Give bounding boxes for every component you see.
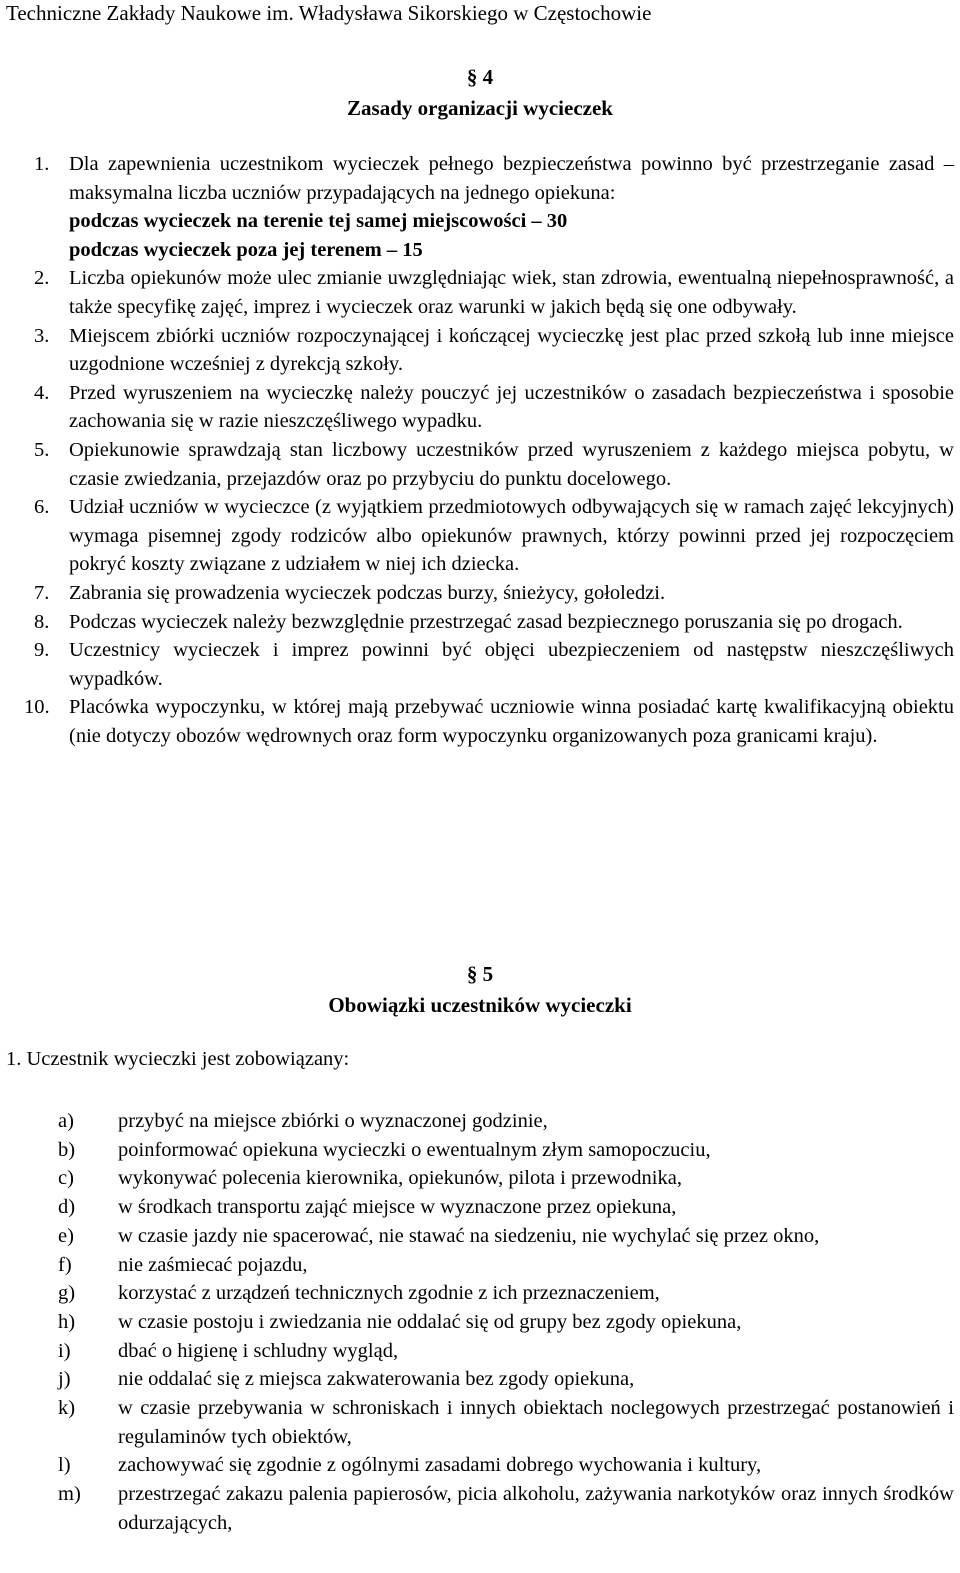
item-label: d)	[58, 1196, 76, 1219]
item-text: wykonywać polecenia kierownika, opiekunów, pilota i przewodnika,	[118, 1167, 682, 1190]
item-label: j)	[58, 1368, 71, 1391]
item-text: w czasie jazdy nie spacerować, nie stawać na siedzeniu, nie wychylać się przez okno,	[118, 1224, 820, 1247]
item-text: dbać o higienę i schludny wygląd,	[118, 1339, 399, 1362]
item-text: Miejscem zbiórki uczniów rozpoczynającej i kończącej wycieczkę jest plac przed szkołą lub inne miejsce uzgodnione wcześniej z dyrekcją szkoły.	[69, 324, 954, 376]
item-text: Udział uczniów w wycieczce (z wyjątkiem przedmiotowych odbywających się w ramach zajęć lekcyjnych) wymaga pisemnej zgody rodziców albo opiekunów prawnych, którzy powinni przed jej rozpoczęciem pokryć koszty związane z udziałem w niej ich dziecka.	[69, 496, 954, 576]
list-item	[34, 608, 954, 637]
section-5-number: § 5	[466, 962, 494, 986]
item-text: w czasie postoju i zwiedzania nie oddalać się od grupy bez zgody opiekuna,	[118, 1310, 742, 1333]
list-item	[58, 1394, 954, 1451]
list-item	[58, 1136, 954, 1165]
list-item	[34, 436, 954, 493]
list-item	[58, 1365, 954, 1394]
list-item	[34, 322, 954, 379]
item-label: m)	[58, 1483, 81, 1506]
item-text: poinformować opiekuna wycieczki o ewentualnym złym samopoczuciu,	[118, 1138, 711, 1161]
list-item	[58, 1164, 954, 1193]
list-item	[58, 1193, 954, 1222]
item-text: nie oddalać się z miejsca zakwaterowania bez zgody opiekuna,	[118, 1368, 635, 1391]
item-bold-line: podczas wycieczek na terenie tej samej miejscowości – 30	[69, 210, 568, 233]
item-number: 2.	[34, 267, 50, 290]
list-item	[58, 1222, 954, 1251]
section-5-intro: 1. Uczestnik wycieczki jest zobowiązany:	[6, 1048, 350, 1070]
item-text: Placówka wypoczynku, w której mają przebywać uczniowie winna posiadać kartę kwalifikacyjną obiektu (nie dotyczy obozów wędrownych oraz form wypoczynku organizowanych poza granicami kraju).	[69, 696, 954, 747]
section-4-list	[24, 150, 954, 750]
item-text: Przed wyruszeniem na wycieczkę należy pouczyć jej uczestników o zasadach bezpieczeństwa i sposobie zachowania się w razie nieszczęśliwego wypadku.	[69, 381, 954, 433]
list-item	[58, 1451, 954, 1480]
item-number: 1.	[34, 153, 50, 175]
item-text: w czasie przebywania w schroniskach i innych obiektach noclegowych przestrzegać postanowień i regulaminów tych obiektów,	[118, 1397, 954, 1448]
item-number: 7.	[34, 581, 50, 604]
list-item	[58, 1251, 954, 1280]
item-text: przybyć na miejsce zbiórki o wyznaczonej godzinie,	[118, 1110, 548, 1132]
item-text: Podczas wycieczek należy bezwzględnie przestrzegać zasad bezpiecznego poruszania się po drogach.	[69, 610, 903, 633]
item-text: nie zaśmiecać pojazdu,	[118, 1253, 308, 1276]
list-item	[34, 636, 954, 693]
list-item	[34, 493, 954, 579]
item-label: h)	[58, 1310, 76, 1333]
item-text: zachowywać się zgodnie z ogólnymi zasadami dobrego wychowania i kultury,	[118, 1454, 762, 1477]
list-item	[58, 1337, 954, 1366]
item-number: 8.	[34, 610, 50, 633]
list-item	[24, 693, 954, 750]
list-item	[34, 264, 954, 321]
list-item	[58, 1279, 954, 1308]
item-label: a)	[58, 1110, 74, 1132]
section-5-list	[58, 1107, 954, 1538]
list-item	[58, 1308, 954, 1337]
item-text: Zabrania się prowadzenia wycieczek podczas burzy, śnieżycy, gołoledzi.	[69, 581, 666, 604]
item-text: Uczestnicy wycieczek i imprez powinni być objęci ubezpieczeniem od następstw nieszczęśliwych wypadków.	[69, 639, 954, 690]
item-number: 9.	[34, 639, 50, 662]
item-label: f)	[58, 1253, 72, 1276]
item-text: Opiekunowie sprawdzają stan liczbowy uczestników przed wyruszeniem z każdego miejsca pobytu, w czasie zwiedzania, przejazdów oraz po przybyciu do punktu docelowego.	[69, 438, 954, 490]
item-number: 4.	[34, 381, 50, 404]
item-label: b)	[58, 1138, 76, 1161]
section-4-title: Zasady organizacji wycieczek	[347, 96, 613, 120]
item-label: e)	[58, 1224, 74, 1247]
item-text: korzystać z urządzeń technicznych zgodnie z ich przeznaczeniem,	[118, 1282, 660, 1305]
item-bold-line: podczas wycieczek poza jej terenem – 15	[69, 238, 423, 261]
section-4-number: § 4	[466, 65, 494, 89]
item-label: l)	[58, 1454, 71, 1477]
section-5-title: Obowiązki uczestników wycieczki	[328, 993, 632, 1017]
item-number: 3.	[34, 324, 50, 347]
item-number: 6.	[34, 496, 50, 519]
item-label: i)	[58, 1339, 71, 1362]
list-item	[58, 1480, 954, 1537]
list-item	[34, 150, 954, 264]
item-text: przestrzegać zakazu palenia papierosów, picia alkoholu, zażywania narkotyków oraz innych środków odurzających,	[118, 1483, 954, 1534]
item-text: Liczba opiekunów może ulec zmianie uwzględniając wiek, stan zdrowia, ewentualną niepełnosprawność, a także specyfikę zajęć, imprez i wycieczek oraz warunki w jakich będą się one odbywały.	[69, 267, 954, 318]
list-item	[34, 379, 954, 436]
item-label: k)	[58, 1397, 76, 1420]
item-label: g)	[58, 1282, 76, 1305]
list-item	[34, 579, 954, 608]
list-item	[58, 1107, 954, 1136]
item-number: 10.	[24, 696, 50, 719]
page-header: Techniczne Zakłady Naukowe im. Władysława Sikorskiego w Częstochowie	[6, 1, 652, 25]
item-number: 5.	[34, 438, 50, 461]
item-text: w środkach transportu zająć miejsce w wyznaczone przez opiekuna,	[118, 1196, 677, 1219]
item-label: c)	[58, 1167, 74, 1190]
item-text: Dla zapewnienia uczestnikom wycieczek pełnego bezpieczeństwa powinno być przestrzeganie zasad – maksymalna liczba uczniów przypadających na jednego opiekuna:	[69, 153, 954, 204]
